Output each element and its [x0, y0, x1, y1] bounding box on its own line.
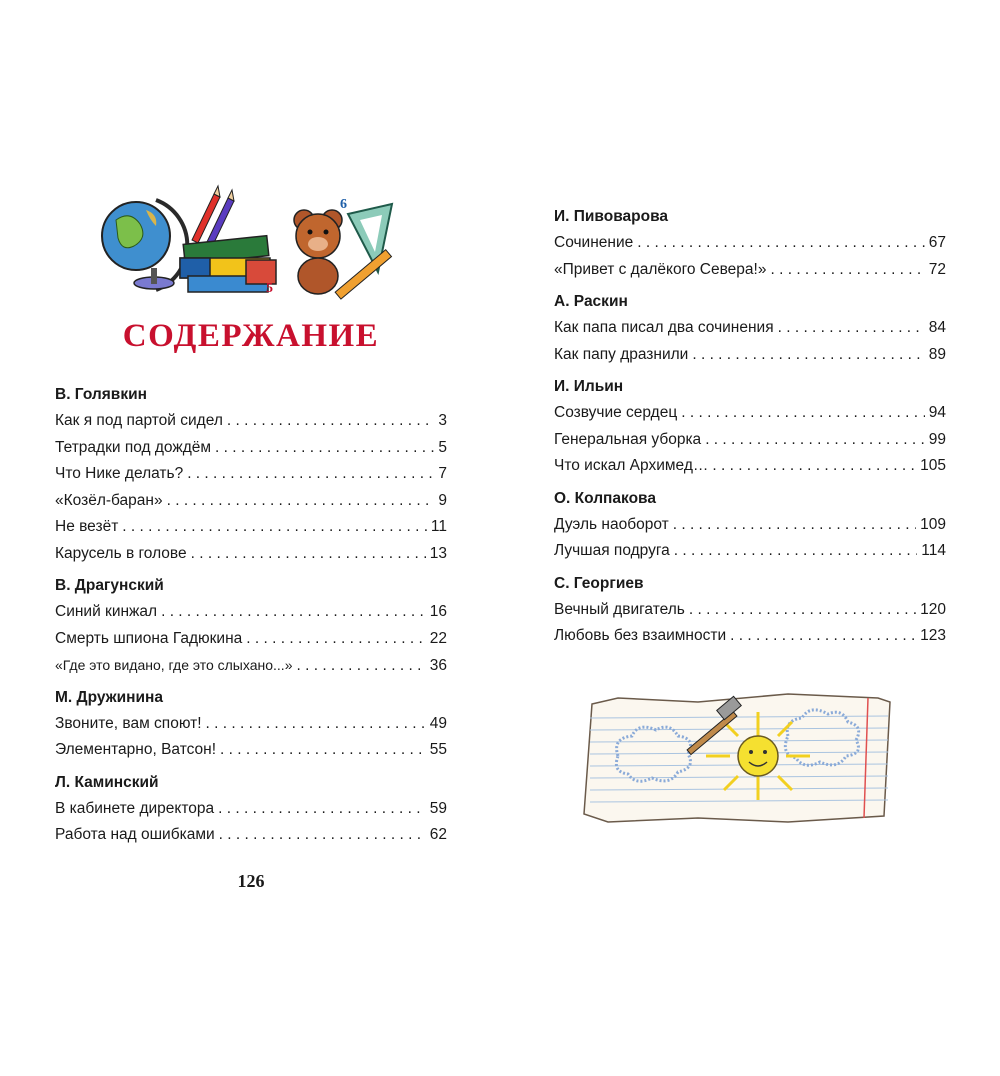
- entry-title: Карусель в голове: [55, 544, 187, 562]
- school-supplies-illustration: [96, 180, 396, 300]
- entry-page-number: 120: [920, 600, 946, 618]
- entry-title: «Козёл-баран»: [55, 491, 163, 509]
- toc-entry[interactable]: [554, 597, 946, 624]
- teddy-bear-icon: [294, 210, 342, 294]
- dot-leader: [122, 514, 427, 541]
- toc-section: [554, 204, 946, 283]
- entry-page-number: 105: [920, 457, 946, 474]
- dot-leader: [206, 711, 426, 738]
- entry-title: Вечный двигатель: [554, 600, 685, 618]
- author-name: Л. Каминский: [55, 773, 159, 791]
- entry-page-number: 22: [429, 629, 447, 647]
- toc-entry[interactable]: [554, 342, 946, 369]
- author-name: С. Георгиев: [554, 574, 644, 592]
- toc-section: [55, 770, 447, 849]
- author-name: А. Раскин: [554, 293, 628, 310]
- toc-entry[interactable]: [55, 488, 447, 515]
- entry-title: Смерть шпиона Гадюкина: [55, 629, 243, 647]
- toc-entry[interactable]: [55, 711, 447, 738]
- entry-page-number: 72: [928, 260, 946, 278]
- toc-entry[interactable]: [55, 599, 447, 626]
- entry-title: Сочинение: [554, 234, 634, 251]
- dot-leader: [637, 230, 925, 257]
- books-icon: [180, 236, 276, 296]
- page-number: 126: [237, 871, 265, 891]
- entry-title: Не везёт: [55, 518, 119, 535]
- entry-title: Синий кинжал: [55, 603, 158, 620]
- toc-entry[interactable]: [554, 257, 946, 284]
- toc-entry[interactable]: [554, 427, 946, 454]
- toc-section: [55, 685, 447, 764]
- dot-leader: [167, 488, 435, 515]
- entry-page-number: 49: [429, 714, 447, 732]
- entry-title: Как папа писал два сочинения: [554, 319, 774, 336]
- dot-leader: [161, 599, 426, 626]
- dot-leader: [673, 512, 916, 539]
- entry-page-number: 94: [928, 404, 946, 421]
- toc-section: [554, 374, 946, 480]
- toc-section: [55, 382, 447, 567]
- pencils-icon: [192, 186, 234, 247]
- toc-entry[interactable]: [554, 453, 946, 480]
- toc-entry[interactable]: [55, 626, 447, 653]
- author-name: В. Голявкин: [55, 386, 147, 403]
- toc-section: [554, 289, 946, 368]
- dot-leader: [219, 822, 426, 849]
- dot-leader: [227, 408, 435, 435]
- entry-title: В кабинете директора: [55, 799, 215, 817]
- entry-title: Генеральная уборка: [554, 430, 702, 448]
- dot-leader: [246, 626, 425, 653]
- entry-page-number: 16: [429, 603, 447, 620]
- entry-title: Тетрадки под дождём: [55, 438, 212, 456]
- dot-leader: [705, 427, 925, 454]
- dot-leader: [215, 435, 434, 462]
- globe-icon: [102, 200, 187, 290]
- toc-entry[interactable]: [55, 652, 447, 679]
- entry-title: Как я под партой сидел: [55, 412, 223, 429]
- entry-page-number: 84: [928, 319, 946, 336]
- entry-page-number: 9: [438, 491, 447, 509]
- dot-leader: [778, 315, 925, 342]
- toc-entry[interactable]: [55, 796, 447, 823]
- entry-title: Работа над ошибками: [55, 826, 215, 843]
- toc-entry[interactable]: [554, 230, 946, 257]
- author-name: О. Колпакова: [554, 489, 657, 507]
- toc-section: [55, 573, 447, 679]
- dot-leader: [218, 796, 426, 823]
- entry-title: Дуэль наоборот: [554, 515, 669, 533]
- toc-right-column: [554, 204, 946, 656]
- dot-leader: [689, 597, 916, 624]
- entry-title: Элементарно, Ватсон!: [55, 741, 217, 758]
- entry-page-number: 123: [920, 627, 946, 644]
- entry-title: Что искал Архимед…: [554, 457, 709, 474]
- dot-leader: [770, 257, 924, 284]
- toc-entry[interactable]: [554, 400, 946, 427]
- toc-entry[interactable]: [55, 435, 447, 462]
- page-title: СОДЕРЖАНИЕ: [122, 318, 380, 354]
- toc-section: [554, 571, 946, 650]
- toc-entry[interactable]: [554, 315, 946, 342]
- entry-page-number: 62: [429, 826, 447, 843]
- entry-page-number: 59: [429, 799, 447, 817]
- digit-six: 6: [340, 197, 347, 212]
- entry-page-number: 5: [438, 438, 447, 456]
- dot-leader: [674, 538, 918, 565]
- toc-entry[interactable]: [55, 541, 447, 568]
- entry-page-number: 67: [928, 234, 946, 251]
- entry-title: «Где это видано, где это слыхано...»: [55, 657, 293, 673]
- dot-leader: [220, 737, 426, 764]
- dot-leader: [712, 453, 916, 480]
- entry-page-number: 36: [429, 657, 447, 674]
- entry-page-number: 3: [438, 412, 447, 429]
- entry-page-number: 11: [430, 518, 447, 535]
- entry-title: Звоните, вам споют!: [55, 714, 202, 732]
- toc-left-column: [55, 382, 447, 855]
- toc-section: [554, 486, 946, 565]
- entry-page-number: 114: [921, 542, 946, 559]
- digit-five: 5: [266, 281, 273, 296]
- dot-leader: [730, 623, 916, 650]
- entry-title: Как папу дразнили: [554, 345, 689, 363]
- entry-title: Созвучие сердец: [554, 404, 678, 421]
- dot-leader: [191, 541, 426, 568]
- author-name: И. Ильин: [554, 378, 624, 395]
- toc-entry[interactable]: [55, 514, 447, 541]
- ruler-icon: [335, 197, 392, 299]
- toc-entry[interactable]: [55, 737, 447, 764]
- entry-page-number: 7: [438, 465, 447, 482]
- entry-title: Лучшая подруга: [554, 542, 670, 559]
- toc-entry[interactable]: [554, 512, 946, 539]
- entry-title: «Привет с далёкого Севера!»: [554, 260, 767, 278]
- entry-title: Любовь без взаимности: [554, 627, 727, 644]
- dot-leader: [681, 400, 925, 427]
- dot-leader: [692, 342, 924, 369]
- author-name: М. Дружинина: [55, 688, 164, 706]
- toc-entry[interactable]: [554, 538, 946, 565]
- entry-page-number: 99: [928, 430, 946, 448]
- toc-entry[interactable]: [55, 822, 447, 849]
- entry-page-number: 55: [429, 741, 447, 758]
- entry-title: Что Нике делать?: [55, 465, 184, 482]
- toc-entry[interactable]: [55, 461, 447, 488]
- author-name: И. Пивоварова: [554, 208, 669, 225]
- toc-entry[interactable]: [55, 408, 447, 435]
- entry-page-number: 13: [429, 544, 447, 562]
- dot-leader: [296, 653, 425, 680]
- dot-leader: [187, 461, 434, 488]
- notebook-paper-sun-illustration: [578, 676, 898, 826]
- author-name: В. Драгунский: [55, 577, 164, 594]
- entry-page-number: 109: [920, 515, 946, 533]
- toc-entry[interactable]: [554, 623, 946, 650]
- entry-page-number: 89: [928, 345, 946, 363]
